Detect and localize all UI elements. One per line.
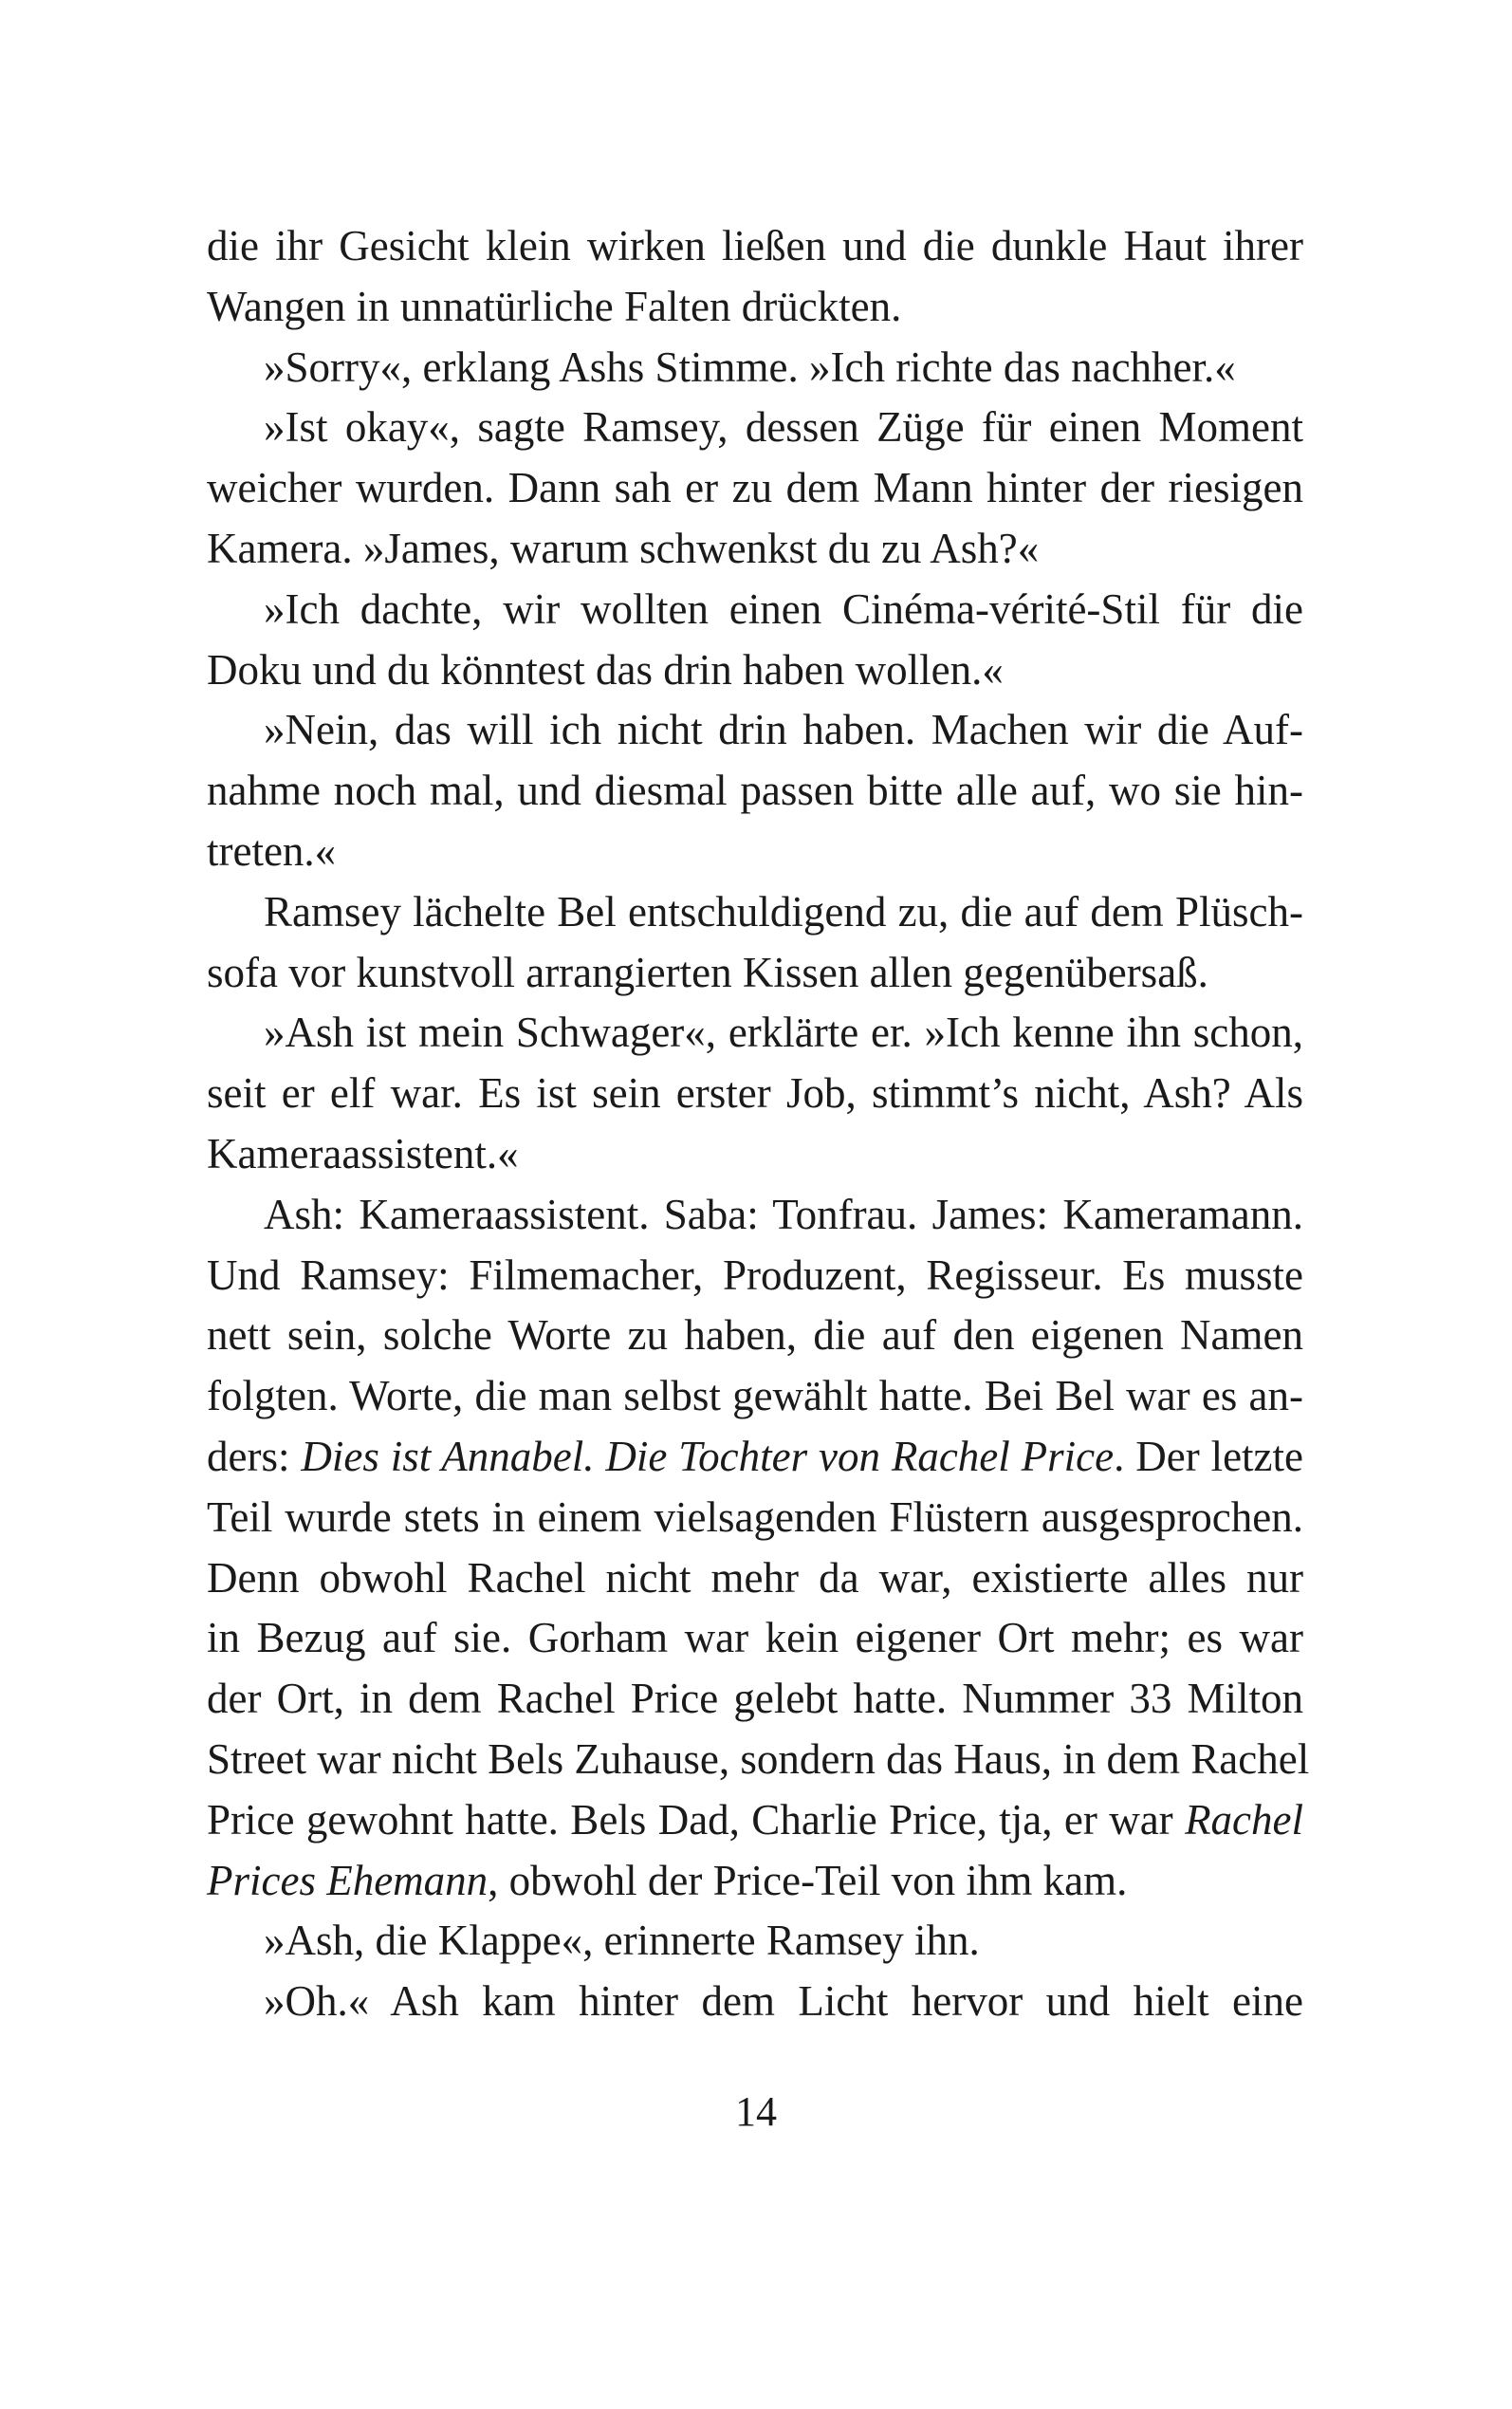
text-line: Ash: Kameraassistent. Saba: Tonfrau. James: Kameramann. bbox=[264, 1190, 1303, 1238]
text-line: »Ist okay«, sagte Ramsey, dessen Züge für einen Moment bbox=[264, 403, 1303, 452]
text-line: »Oh.« Ash kam hinter dem Licht hervor und hielt eine bbox=[264, 1977, 1303, 2026]
text-run: . Der letzte bbox=[1114, 1432, 1303, 1480]
text-line: Kamera. »James, warum schwenkst du zu Ash?« bbox=[207, 524, 1040, 572]
text-run: Price gewohnt hatte. Bels Dad, Charlie Price, tja, er war bbox=[207, 1795, 1186, 1844]
text-line: Teil wurde stets in einem vielsagenden Flüstern ausgesprochen. bbox=[207, 1492, 1303, 1541]
text-line: treten.« bbox=[207, 826, 337, 875]
text-line: seit er elf war. Es ist sein erster Job, stimmt’s nicht, Ash? Als bbox=[207, 1069, 1303, 1118]
text-line: Ramsey lächelte Bel entschuldigend zu, die auf dem Plüsch- bbox=[264, 887, 1303, 936]
text-line: Doku und du könntest das drin haben wollen.« bbox=[207, 645, 1004, 694]
text-line: Und Ramsey: Filmemacher, Produzent, Regisseur. Es musste bbox=[207, 1251, 1303, 1299]
text-line: nett sein, solche Worte zu haben, die auf den eigenen Namen bbox=[207, 1311, 1303, 1360]
text-line: weicher wurden. Dann sah er zu dem Mann hinter der riesigen bbox=[207, 464, 1303, 512]
text-line bbox=[207, 1790, 1303, 1851]
italic-quote: Dies ist Annabel. Die Tochter von Rachel Price bbox=[301, 1432, 1115, 1480]
text-line: nahme noch mal, und diesmal passen bitte alle auf, wo sie hin- bbox=[207, 767, 1303, 815]
italic-phrase: Rachel bbox=[1185, 1795, 1303, 1844]
text-line: »Nein, das will ich nicht drin haben. Machen wir die Auf- bbox=[264, 706, 1303, 754]
text-line: Wangen in unnatürliche Falten drückten. bbox=[207, 282, 902, 330]
text-line: der Ort, in dem Rachel Price gelebt hatte. Nummer 33 Milton bbox=[207, 1675, 1303, 1723]
text-line: »Ash, die Klappe«, erinnerte Ramsey ihn. bbox=[264, 1917, 980, 1965]
page-number: 14 bbox=[735, 2088, 777, 2135]
text-line: Kameraassistent.« bbox=[207, 1129, 519, 1177]
text-line: in Bezug auf sie. Gorham war kein eigener Ort mehr; es war bbox=[207, 1614, 1303, 1662]
text-line: die ihr Gesicht klein wirken ließen und die dunkle Haut ihrer bbox=[207, 222, 1303, 269]
text-line bbox=[207, 1851, 1303, 1912]
text-line: Denn obwohl Rachel nicht mehr da war, existierte alles nur bbox=[207, 1553, 1303, 1602]
text-run: , obwohl der Price-Teil von ihm kam. bbox=[488, 1856, 1128, 1904]
text-line: sofa vor kunstvoll arrangierten Kissen allen gegenübersaß. bbox=[207, 948, 1208, 996]
text-line: Street war nicht Bels Zuhause, sondern das Haus, in dem Rachel bbox=[207, 1734, 1310, 1783]
text-run: ders: bbox=[207, 1432, 302, 1480]
text-line: »Ash ist mein Schwager«, erklärte er. »Ich kenne ihn schon, bbox=[264, 1009, 1303, 1057]
text-line: folgten. Worte, die man selbst gewählt hatte. Bei Bel war es an- bbox=[207, 1372, 1303, 1420]
body-text bbox=[207, 216, 1310, 2032]
text-line: »Sorry«, erklang Ashs Stimme. »Ich richte das nachher.« bbox=[264, 343, 1236, 391]
italic-phrase: Prices Ehemann bbox=[207, 1856, 489, 1904]
text-line: »Ich dachte, wir wollten einen Cinéma-vérité-Stil für die bbox=[264, 584, 1303, 633]
text-line bbox=[207, 1427, 1303, 1488]
